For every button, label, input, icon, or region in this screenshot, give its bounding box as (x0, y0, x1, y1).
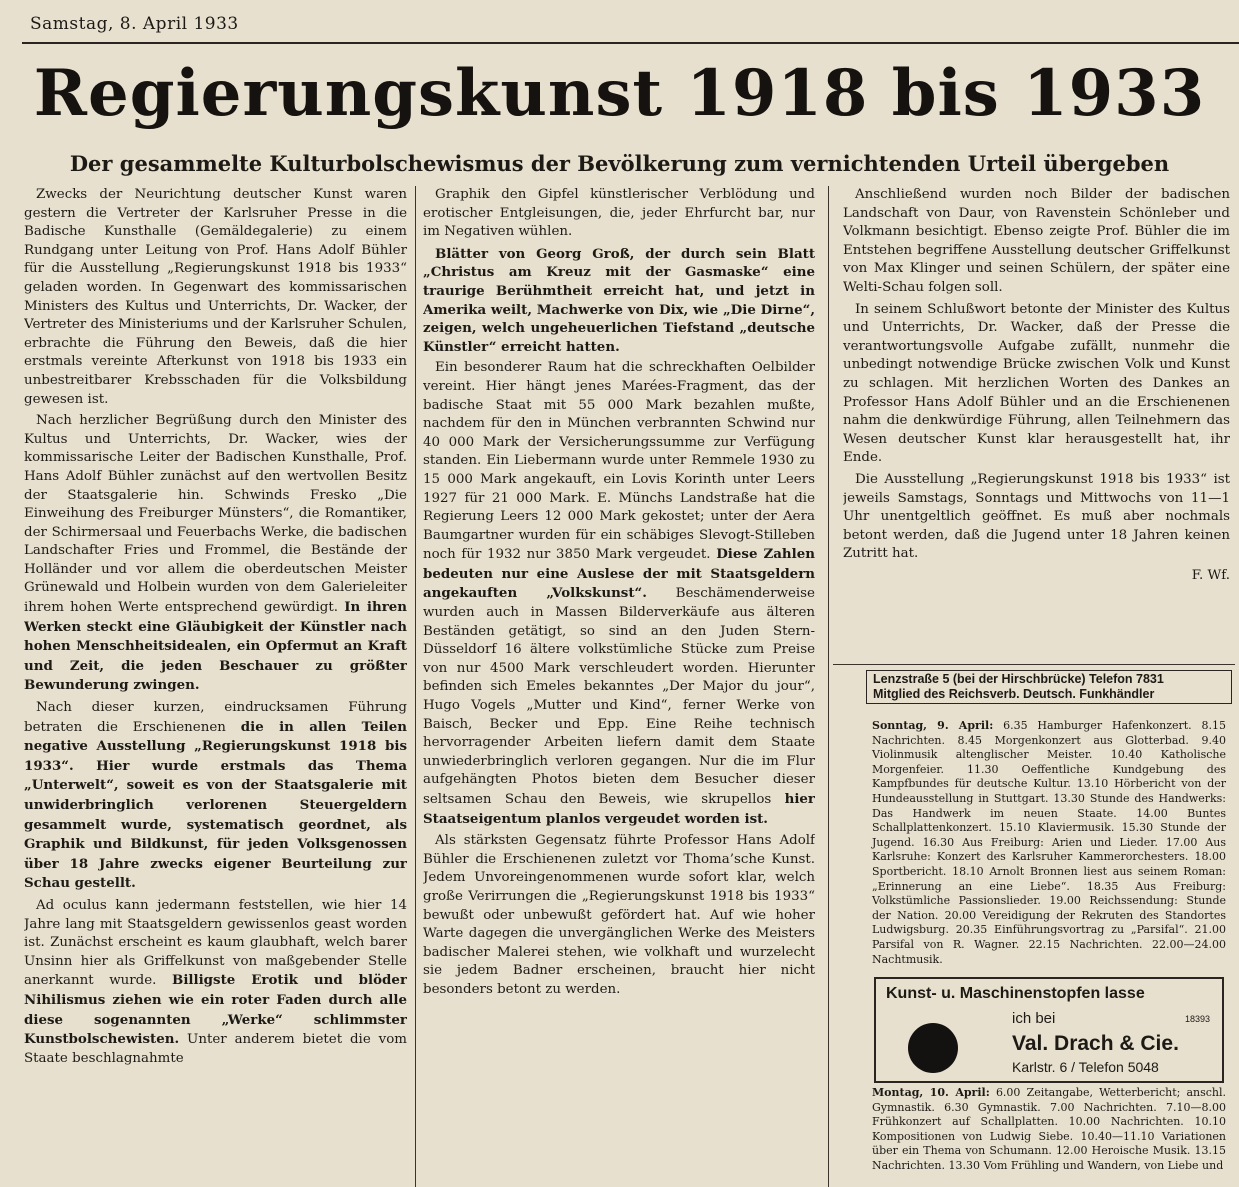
column-divider (415, 186, 416, 1187)
paragraph: Anschließend wurden noch Bilder der badischen Landschaft von Daur, von Ravenstein Schönleber und Volkmann besichtigt. Ebenso zeigte Prof. Bühler die im Entstehen begriffene Ausstellung deutscher Griffelkunst von Max Klinger und seinen Schülern, der später eine Welti-Schau folgen soll. (843, 187, 1230, 295)
radio-day: Montag, 10. April: (872, 1086, 990, 1099)
paragraph-text: Nach dieser kurzen, eindrucksamen Führung betraten die Erschienenen (24, 700, 407, 735)
paragraph: Zwecks der Neurichtung deutscher Kunst waren gestern die Vertreter der Karlsruher Presse in die Badische Kunsthalle (Gemäldegalerie) zu einem Rundgang unter Leitung von Prof. Hans Adolf Bühler für die Ausstellung „Regierungskunst 1918 bis 1933“ geladen worden. In Gegenwart des kommissarischen Ministers des Kultus und Unterrichts, Dr. Wacker, der Vertreter des Ministeriums und der Karlsruher Schulen, erbrachte die Führung den Beweis, daß die hier erstmals vereinte Afterkunst von 1918 bis 1933 ein unbestreitbarer Krebsschaden für die Volksbildung gewesen ist. (24, 187, 407, 407)
top-rule (22, 42, 1239, 44)
paragraph-text: Beschämenderweise wurden auch in Massen Bilderverkäufe aus älteren Beständen getätigt, so sind an den Juden Stern-Düsseldorf 16 ältere volkstümliche Stücke zum Preise von nur 4500 Mark verschleudert worden. Hierunter befinden sich Emeles bekanntes „Der Major du jour“, Hugo Vogels „Mutter und Kind“, ferner Werke von Baisch, Becker und Epp. Eine Reihe technisch hervorragender Arbeiten liefern damit dem Staate unwiederbringlich verloren gegangen. Nur die im Flur aufgehängten Photos bieten dem Besucher dieser seltsamen Schau den Beweis, wie skrupellos (423, 586, 815, 807)
bold-text: Diese Zahlen bedeuten nur eine Auslese der mit Staatsgeldern angekauften „Volkskunst“. (423, 546, 815, 602)
ad-line: Kunst- u. Maschinenstopfen lasse (886, 985, 1145, 1002)
section-rule (833, 664, 1235, 665)
headline: Regierungskunst 1918 bis 1933 (33, 56, 1206, 131)
radio-listing: 6.00 Zeitangabe, Wetterbericht; anschl. Gymnastik. 6.30 Gymnastik. 7.00 Nachrichten. 7.10—8.00 Frühkonzert auf Schallplatten. 10.00 Nachrichten. 10.10 Kompositionen von Ludwig Siebe. 10.40—11.10 Variationen über ein Thema von Schumann. 12.00 Heroische Musik. 13.15 Nachrichten. 13.30 Vom Frühling und Wandern, von Liebe und (872, 1086, 1227, 1172)
dealer-ad-banner (866, 670, 1232, 704)
paragraph: Als stärksten Gegensatz führte Professor Hans Adolf Bühler die Erschienenen zuletzt vor Thoma’sche Kunst. Jedem Unvoreingenommenen wurde sofort klar, welch große Verirrungen die „Regierungskunst 1918 bis 1933“ bewußt oder unbewußt gefördert hat. Auf wie hoher Warte dagegen die unvergänglichen Werke des Meisters badischer Malerei stehen, wie volkhaft und wurzelecht sie jedem Badner erscheinen, braucht hier nicht besonders betont zu werden. (423, 833, 815, 997)
bold-paragraph: Blätter von Georg Groß, der durch sein Blatt „Christus am Kreuz mit der Gasmaske“ eine traurige Berühmtheit erreicht hat, und jetzt in Amerika weilt, Machwerke von Dix, wie „Die Dirne“, zeigen, welch ungeheuerlichen Tiefstand „deutsche Künstler“ erreicht hatten. (423, 245, 815, 355)
paragraph (423, 359, 815, 829)
mending-ad (874, 977, 1224, 1083)
bold-text: die in allen Teilen negative Ausstellung „Regierungskunst 1918 bis 1933“. Hier wurde erstmals das Thema „Unterwelt“, soweit es von der Staatsgalerie mit unwiderbringlich verlorenen Steuergeldern gesammelt wurde, systematisch geordnet, als Graphik und Bildkunst, für jeden Volksgenossen über 18 Jahre zwecks eigener Beurteilung zur Schau gestellt. (24, 718, 407, 892)
radio-program-sunday (872, 719, 1226, 967)
ad-logo-dot (908, 1023, 958, 1073)
dealer-ad-text (866, 670, 1232, 704)
ad-company-name: Val. Drach & Cie. (1012, 1032, 1179, 1055)
paragraph-text: Ein besonderer Raum hat die schreckhaften Oelbilder vereint. Hier hängt jenes Marées-Fragment, das der badische Staat mit 55 000 Mark bezahlen mußte, nachdem für den in München verbrannten Schwind nur 40 000 Mark der Versicherungssumme zur Verfügung standen. Ein Liebermann wurde unter Remmele 1930 zu 15 000 Mark angekauft, ein Lovis Korinth unter Leers 1927 für 21 000 Mark. E. Münchs Landstraße hat die Regierung Leers 12 000 Mark gekostet; unter der Aera Baumgartner wurden für ein schäbiges Slevogt-Stilleben noch für 1932 nur 3850 Mark vergeudet. (423, 360, 815, 563)
paragraph-text: Ad oculus kann jedermann feststellen, wie hier 14 Jahre lang mit Staatsgeldern gewissenlos geast worden ist. Zunächst erscheint es kaum glaubhaft, welch barer Unsinn hier als Griffelkunst von maßgebender Stelle anerkannt wurde. (24, 897, 407, 989)
dealer-address: Lenzstraße 5 (bei der Hirschbrücke) Telefon 7831 (873, 672, 1164, 686)
bold-text: Billigste Erotik und blöder Nihilismus ziehen wie ein roter Faden durch alle diese sogenannten „Werke“ schlimmster Kunstbolschewisten. (24, 972, 407, 1048)
paragraph-text: Nach herzlicher Begrüßung durch den Minister des Kultus und Unterrichts, Dr. Wacker, wies der kommissarische Leiter der Badischen Kunsthalle, Prof. Hans Adolf Bühler zunächst auf den wertvollen Besitz der Staatsgalerie hin. Schwinds Fresko „Die Einweihung des Freiburger Münsters“, die Romantiker, der Schirmersaal und Feuerbachs Werke, die badischen Landschafter Fries und Frommel, die Bestände der Holländer und vor allem die oberdeutschen Meister Grünewald und Holbein wurden von dem Galerieleiter ihrem hohen Werte entsprechend gewürdigt. (24, 413, 407, 616)
bold-text: hier Staatseigentum planlos vergeudet worden ist. (423, 791, 815, 827)
paragraph-text: Unter anderem bietet die vom Staate beschlagnahmte (24, 1032, 407, 1066)
article-column-3 (843, 186, 1230, 664)
paragraph (24, 412, 407, 696)
paragraph (24, 897, 407, 1068)
article-column-2 (423, 186, 815, 1187)
paragraph (24, 699, 407, 894)
author-signature: F. Wf. (1191, 567, 1230, 583)
paragraph: Die Ausstellung „Regierungskunst 1918 bis 1933“ ist jeweils Samstags, Sonntags und Mittwochs von 11—1 Uhr unentgeltlich geöffnet. Es muß aber nochmals betont werden, daß die Jugend unter 18 Jahren keinen Zutritt hat. (843, 471, 1230, 562)
radio-listing: 6.35 Hamburger Hafenkonzert. 8.15 Nachrichten. 8.45 Morgenkonzert aus Glotterbad. 9.40 Violinmusik altenglischer Meister. 10.40 Katholische Morgenfeier. 11.30 Oeffentliche Kundgebung des Kampfbundes für deutsche Kultur. 13.10 Hörbericht von der Hundeausstellung in Stuttgart. 13.30 Stunde des Handwerks: Das Handwerk im neuen Staate. 14.00 Buntes Schallplattenkonzert. 15.10 Klaviermusik. 15.30 Stunde der Jugend. 16.30 Aus Freiburg: Arien und Lieder. 17.00 Aus Karlsruhe: Konzert des Karlsruher Kammerorchesters. 18.00 Sportbericht. 18.10 Arnolt Bronnen liest aus seinem Roman: „Erinnerung an eine Liebe“. 18.35 Aus Freiburg: Volkstümliche Passionslieder. 19.00 Reichssendung: Stunde der Nation. 20.00 Vereidigung der Rekruten des Standortes Ludwigsburg. 20.35 Einführungsvortrag zu „Parsifal“. 21.00 Parsifal von R. Wagner. 22.15 Nachrichten. 22.00—24.00 Nachtmusik. (872, 719, 1226, 966)
bold-text: In ihren Werken steckt eine Gläubigkeit der Künstler nach hohen Menschheitsidealen, ein Opfermut an Kraft und Zeit, die jeden Beschauer zu größter Bewunderung zwingen. (24, 599, 407, 694)
radio-program-monday (872, 1086, 1226, 1174)
subheadline: Der gesammelte Kulturbolschewismus der Bevölkerung zum vernichtenden Urteil übergeben (69, 151, 1170, 176)
paragraph: Graphik den Gipfel künstlerischer Verblödung und erotischer Entgleisungen, die, jeder Ehrfurcht bar, nur im Negativen wühlen. (423, 187, 815, 240)
dateline: Samstag, 8. April 1933 (30, 14, 239, 34)
article-column-1 (24, 186, 407, 1187)
radio-day: Sonntag, 9. April: (872, 719, 994, 732)
paragraph: In seinem Schlußwort betonte der Minister des Kultus und Unterrichts, Dr. Wacker, daß der Presse die verantwortungsvolle Aufgabe zufällt, nunmehr die unbedingt notwendige Brücke zwischen Volk und Kunst zu schlagen. Mit herzlichen Worten des Dankes an Professor Hans Adolf Bühler und an die Erschienenen nahm die denkwürdige Führung, allen Teilnehmern das Wesen deutscher Kunst klar herausgestellt hat, ihr Ende. (843, 301, 1230, 466)
ad-address: Karlstr. 6 / Telefon 5048 (1012, 1059, 1159, 1075)
dealer-membership: Mitglied des Reichsverb. Deutsch. Funkhändler (873, 687, 1155, 701)
ad-code: 18393 (1184, 1014, 1210, 1024)
column-divider (828, 186, 829, 1187)
ad-line: ich bei (1012, 1010, 1056, 1027)
